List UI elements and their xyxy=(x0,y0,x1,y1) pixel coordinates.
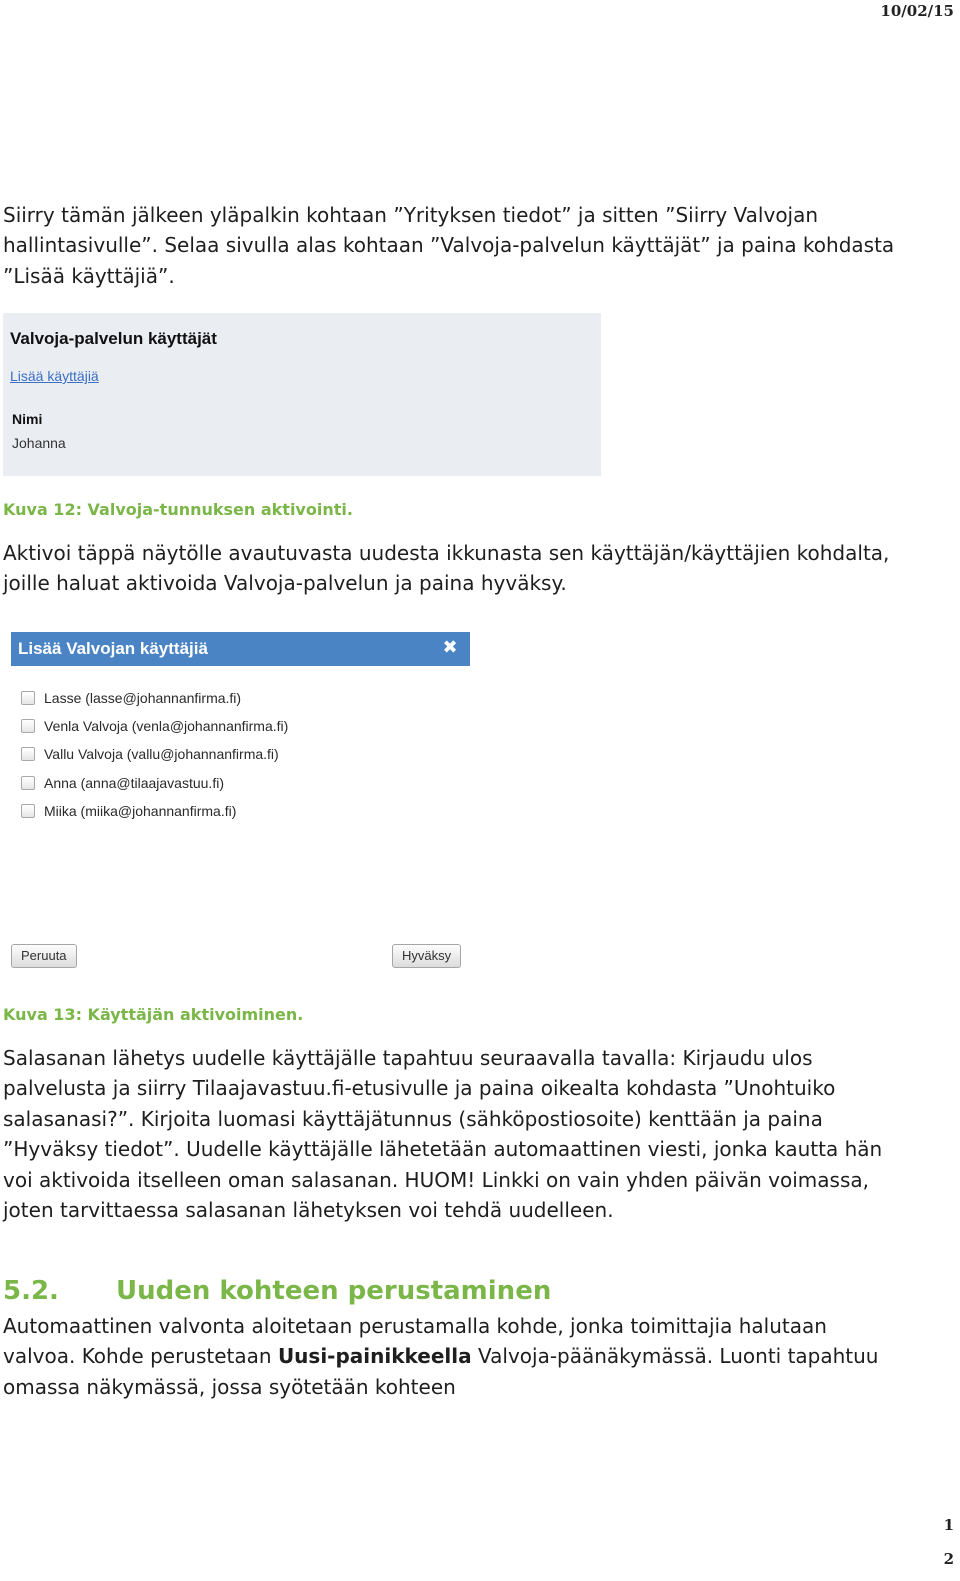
intro-paragraph: Siirry tämän jälkeen yläpalkin kohtaan ”Yrityksen tiedot” ja sitten ”Siirry Valvojan hallintasivulle”. Selaa sivulla alas kohtaan ”Valvoja-palvelun käyttäjät” ja paina kohdasta ”Lisää käyttäjiä”. xyxy=(3,203,895,288)
user-option-label: Anna (anna@tilaajavastuu.fi) xyxy=(44,774,224,791)
user-option[interactable] xyxy=(21,684,288,712)
user-option-label: Vallu Valvoja (vallu@johannanfirma.fi) xyxy=(44,746,279,763)
new-target-paragraph xyxy=(3,1311,883,1402)
checkbox[interactable] xyxy=(21,804,35,818)
figure-caption-13: Kuva 13: Käyttäjän aktivoiminen. xyxy=(3,1005,304,1024)
section-heading xyxy=(3,1276,551,1306)
close-icon[interactable]: ✖ xyxy=(442,637,458,658)
section-title: Uuden kohteen perustaminen xyxy=(116,1276,552,1306)
page-total: 2 xyxy=(943,1550,954,1568)
checkbox[interactable] xyxy=(21,747,35,761)
user-option[interactable] xyxy=(21,712,288,740)
paragraph-bold-text: Uusi-painikkeella xyxy=(277,1344,472,1369)
checkbox[interactable] xyxy=(21,719,35,733)
dialog-title: Lisää Valvojan käyttäjiä xyxy=(18,639,208,658)
user-option[interactable] xyxy=(21,769,288,797)
paragraph-text: Valvoja-päänäkymässä. Luonti tapahtuu omassa näkymässä, jossa syötetään kohteen xyxy=(3,1344,879,1399)
user-option-label: Miika (miika@johannanfirma.fi) xyxy=(44,802,237,819)
activate-paragraph: Aktivoi täppä näytölle avautuvasta uudesta ikkunasta sen käyttäjän/käyttäjien kohdalta, joille haluat aktivoida Valvoja-palvelun ja paina hyväksy. xyxy=(3,541,890,596)
user-option-label: Lasse (lasse@johannanfirma.fi) xyxy=(44,690,242,707)
checkbox[interactable] xyxy=(21,776,35,790)
header-date: 10/02/15 xyxy=(880,2,954,20)
page-number: 1 xyxy=(943,1516,954,1534)
user-option[interactable] xyxy=(21,797,288,825)
add-users-link[interactable]: Lisää käyttäjiä xyxy=(10,368,99,384)
dialog-title-bar xyxy=(11,632,470,666)
password-paragraph: Salasanan lähetys uudelle käyttäjälle tapahtuu seuraavalla tavalla: Kirjaudu ulos palvelusta ja siirry Tilaajavastuu.fi-etusivulle ja paina oikealta kohdasta ”Unohtuiko salasanasi?”. Kirjoita luomasi käyttäjätunnus (sähköpostiosoite) kenttään ja paina ”Hyväksy tiedot”. Uudelle käyttäjälle lähetetään automaattinen viesti, jonka kautta hän voi aktivoida itselleen oman salasanan. HUOM! Linkki on vain yhden päivän voimassa, joten tarvittaessa salasanan lähetyksen voi tehdä uudelleen. xyxy=(3,1046,883,1223)
user-name-value: Johanna xyxy=(12,435,66,451)
cancel-button[interactable]: Peruuta xyxy=(11,944,77,968)
users-screenshot xyxy=(3,313,601,476)
paragraph-text: Automaattinen valvonta aloitetaan perustamalla kohde, jonka toimittajia halutaan valvoa. Kohde perustetaan xyxy=(3,1314,827,1369)
user-option-label: Venla Valvoja (venla@johannanfirma.fi) xyxy=(44,718,289,735)
user-option[interactable] xyxy=(21,740,288,768)
accept-button[interactable]: Hyväksy xyxy=(392,944,461,968)
checkbox[interactable] xyxy=(21,691,35,705)
name-column-label: Nimi xyxy=(12,411,43,427)
users-section-heading: Valvoja-palvelun käyttäjät xyxy=(10,329,217,348)
figure-caption-12: Kuva 12: Valvoja-tunnuksen aktivointi. xyxy=(3,500,353,519)
section-number: 5.2. xyxy=(3,1276,59,1306)
user-checkbox-list xyxy=(21,684,288,825)
